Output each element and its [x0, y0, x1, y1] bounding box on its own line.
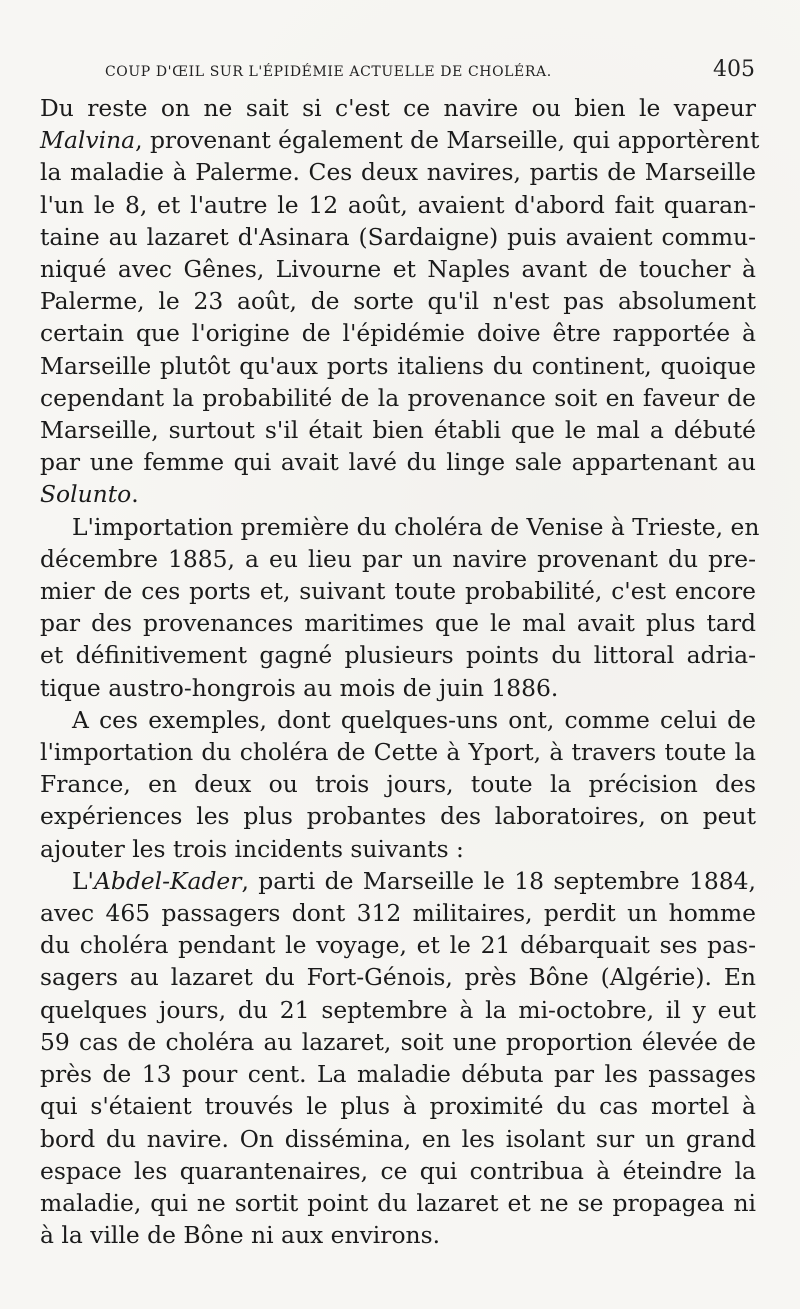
paragraph	[40, 92, 760, 511]
text-line: certain que l'origine de l'épidémie doive être rapportée à	[40, 319, 756, 348]
text-line: par des provenances maritimes que le mal avait plus tard	[40, 609, 756, 638]
text-line: espace les quarantenaires, ce qui contribua à éteindre la	[40, 1156, 756, 1185]
text-line: A ces exemples, dont quelques-uns ont, comme celui de	[72, 705, 756, 734]
text-line: par une femme qui avait lavé du linge sale appartenant au	[40, 448, 756, 477]
text-line: l'importation du choléra de Cette à Yport, à travers toute la	[40, 738, 756, 767]
text-line: la maladie à Palerme. Ces deux navires, partis de Marseille	[40, 158, 756, 187]
text-line: sagers au lazaret du Fort-Génois, près Bône (Algérie). En	[40, 963, 756, 992]
text-line: L'Abdel-Kader, parti de Marseille le 18 septembre 1884,	[72, 866, 756, 895]
paragraph	[40, 511, 760, 704]
text-line: bord du navire. On dissémina, en les isolant sur un grand	[40, 1124, 756, 1153]
text-line: France, en deux ou trois jours, toute la précision des	[40, 770, 756, 799]
text-line: quelques jours, du 21 septembre à la mi-octobre, il y eut	[40, 995, 756, 1024]
text-line: 59 cas de choléra au lazaret, soit une proportion élevée de	[40, 1027, 756, 1056]
text-line: qui s'étaient trouvés le plus à proximité du cas mortel à	[40, 1092, 756, 1121]
text-line: expériences les plus probantes des laboratoires, on peut	[40, 802, 756, 831]
body-text	[40, 92, 760, 1251]
text-line: du choléra pendant le voyage, et le 21 débarquait ses pas-	[40, 931, 756, 960]
text-line: Solunto.	[40, 480, 139, 509]
text-line: Du reste on ne sait si c'est ce navire ou bien le vapeur	[40, 94, 756, 122]
paragraph	[40, 704, 756, 865]
text-line: maladie, qui ne sortit point du lazaret et ne se propagea ni	[40, 1188, 756, 1217]
text-line: L'importation première du choléra de Venise à Trieste, en	[72, 512, 760, 541]
text-line: Marseille plutôt qu'aux ports italiens du continent, quoique	[40, 351, 756, 380]
text-line: Marseille, surtout s'il était bien établi que le mal a débuté	[40, 416, 756, 445]
text-line: à la ville de Bône ni aux environs.	[40, 1221, 441, 1250]
text-line: Palerme, le 23 août, de sorte qu'il n'est pas absolument	[40, 287, 756, 316]
italic-name: Malvina	[40, 126, 136, 155]
text-line: cependant la probabilité de la provenance soit en faveur de	[40, 383, 756, 412]
text-line: tique austro-hongrois au mois de juin 1886.	[40, 673, 559, 702]
text-line: l'un le 8, et l'autre le 12 août, avaient d'abord fait quaran-	[40, 190, 756, 219]
text-line: niqué avec Gênes, Livourne et Naples avant de toucher à	[40, 255, 756, 284]
text-line: décembre 1885, a eu lieu par un navire provenant du pre-	[40, 544, 756, 573]
text-line: taine au lazaret d'Asinara (Sardaigne) puis avaient commu-	[40, 222, 756, 251]
text-line: et définitivement gagné plusieurs points du littoral adria-	[40, 641, 756, 670]
italic-name: Abdel-Kader	[93, 866, 242, 895]
text-line: avec 465 passagers dont 312 militaires, perdit un homme	[40, 899, 756, 928]
italic-name: Solunto	[40, 480, 132, 509]
text-line: Malvina, provenant également de Marseille, qui apportèrent	[40, 126, 760, 155]
text-line: mier de ces ports et, suivant toute probabilité, c'est encore	[40, 577, 756, 606]
text-line: ajouter les trois incidents suivants :	[40, 834, 464, 863]
running-head	[105, 57, 755, 85]
page-number: 405	[713, 57, 755, 82]
text-line: près de 13 pour cent. La maladie débuta par les passages	[40, 1060, 756, 1089]
paragraph	[40, 865, 756, 1251]
running-title: COUP D'ŒIL SUR L'ÉPIDÉMIE ACTUELLE DE CHOLÉRA.	[105, 64, 552, 80]
